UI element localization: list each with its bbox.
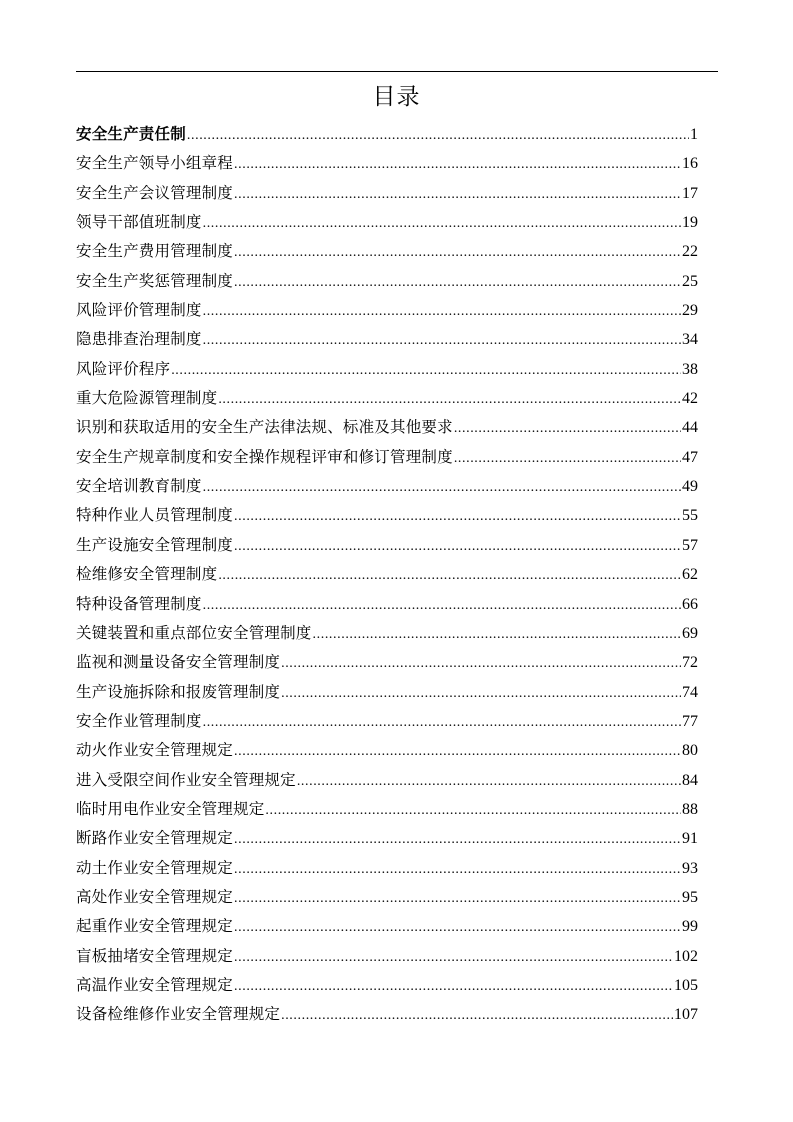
toc-entry-label: 高处作业安全管理规定: [76, 887, 234, 906]
toc-entry-page: 91: [682, 830, 698, 848]
toc-entry-page: 77: [682, 712, 698, 730]
toc-entry-page: 57: [682, 536, 698, 554]
toc-entry[interactable]: [76, 795, 698, 824]
toc-entry[interactable]: [76, 531, 698, 560]
toc-entry-label: 动火作业安全管理规定: [76, 741, 234, 760]
toc-entry-page: 49: [682, 478, 698, 496]
toc-entry[interactable]: [76, 443, 698, 472]
toc-entry-label: 安全作业管理制度: [76, 711, 202, 730]
toc-entry-page: 69: [682, 624, 698, 642]
toc-entry[interactable]: [76, 325, 698, 354]
toc-entry[interactable]: [76, 501, 698, 530]
toc-entry-label: 盲板抽堵安全管理规定: [76, 946, 234, 965]
toc-entry-label: 特种作业人员管理制度: [76, 506, 234, 525]
toc-entry-label: 安全生产奖惩管理制度: [76, 271, 234, 290]
toc-entry-label: 风险评价程序: [76, 359, 171, 378]
toc-entry-label: 安全生产责任制: [76, 125, 186, 143]
toc-entry-page: 80: [682, 742, 698, 760]
toc-entry[interactable]: [76, 355, 698, 384]
toc-entry-page: 34: [682, 331, 698, 349]
dot-leader: [234, 502, 681, 531]
toc-entry-label: 生产设施拆除和报废管理制度: [76, 682, 281, 701]
toc-entry-label: 高温作业安全管理规定: [76, 975, 234, 994]
toc-entry-label: 临时用电作业安全管理规定: [76, 799, 265, 818]
dot-leader: [234, 884, 681, 913]
toc-entry-page: 66: [682, 595, 698, 613]
dot-leader: [234, 825, 681, 854]
dot-leader: [234, 855, 681, 884]
toc-entry-page: 16: [682, 155, 698, 173]
dot-leader: [218, 385, 681, 414]
toc-entry-page: 47: [682, 448, 698, 466]
dot-leader: [171, 356, 681, 385]
toc-entry-page: 84: [682, 771, 698, 789]
toc-entry-label: 检维修安全管理制度: [76, 565, 218, 584]
toc-entry-label: 设备检维修作业安全管理规定: [76, 1005, 281, 1024]
toc-entry[interactable]: [76, 590, 698, 619]
toc-entry[interactable]: [76, 883, 698, 912]
toc-entry[interactable]: [76, 942, 698, 971]
dot-leader: [234, 913, 681, 942]
dot-leader: [297, 767, 681, 796]
toc-entry-page: 107: [674, 1006, 698, 1024]
dot-leader: [265, 796, 681, 825]
dot-leader: [203, 708, 681, 737]
toc-entry-label: 起重作业安全管理规定: [76, 917, 234, 936]
toc-entry-label: 隐患排查治理制度: [76, 330, 202, 349]
toc-entry[interactable]: [76, 619, 698, 648]
dot-leader: [234, 238, 681, 267]
toc-entry[interactable]: [76, 120, 698, 149]
toc-entry[interactable]: [76, 707, 698, 736]
toc-title: 目录: [372, 84, 421, 110]
toc-entry-label: 重大危险源管理制度: [76, 389, 218, 408]
dot-leader: [234, 943, 673, 972]
toc-entry[interactable]: [76, 678, 698, 707]
dot-leader: [313, 620, 681, 649]
dot-leader: [281, 1001, 673, 1030]
dot-leader: [454, 414, 681, 443]
toc-entry-page: 42: [682, 390, 698, 408]
toc-entry[interactable]: [76, 736, 698, 765]
dot-leader: [234, 532, 681, 561]
toc-entry[interactable]: [76, 384, 698, 413]
dot-leader: [454, 444, 681, 473]
dot-leader: [234, 150, 681, 179]
toc-entry-page: 1: [690, 126, 698, 143]
toc-entry-page: 25: [682, 272, 698, 290]
toc-entry[interactable]: [76, 560, 698, 589]
toc-entry[interactable]: [76, 912, 698, 941]
dot-leader: [203, 473, 681, 502]
toc-entry-page: 17: [682, 184, 698, 202]
toc-entry[interactable]: [76, 149, 698, 178]
dot-leader: [234, 180, 681, 209]
toc-entry[interactable]: [76, 1000, 698, 1029]
dot-leader: [187, 121, 689, 150]
toc-entry[interactable]: [76, 179, 698, 208]
dot-leader: [281, 679, 681, 708]
dot-leader: [203, 209, 681, 238]
toc-entry[interactable]: [76, 648, 698, 677]
toc-entry-label: 动土作业安全管理规定: [76, 858, 234, 877]
toc-entry-label: 安全生产费用管理制度: [76, 242, 234, 261]
toc-entry-page: 74: [682, 683, 698, 701]
toc-entry-label: 安全生产会议管理制度: [76, 183, 234, 202]
toc-entry-label: 断路作业安全管理规定: [76, 829, 234, 848]
toc-entry-page: 105: [674, 976, 698, 994]
dot-leader: [234, 972, 673, 1001]
toc-list: [76, 120, 698, 1030]
toc-entry-label: 安全生产规章制度和安全操作规程评审和修订管理制度: [76, 447, 453, 466]
dot-leader: [234, 737, 681, 766]
toc-entry[interactable]: [76, 971, 698, 1000]
toc-entry-page: 99: [682, 918, 698, 936]
toc-entry-page: 29: [682, 302, 698, 320]
header-rule: [76, 71, 718, 72]
toc-entry-label: 安全生产领导小组章程: [76, 154, 234, 173]
dot-leader: [234, 268, 681, 297]
toc-entry[interactable]: [76, 296, 698, 325]
dot-leader: [203, 326, 681, 355]
dot-leader: [203, 591, 681, 620]
toc-entry-page: 95: [682, 888, 698, 906]
toc-entry-page: 38: [682, 360, 698, 378]
toc-entry[interactable]: [76, 413, 698, 442]
toc-entry-page: 102: [674, 947, 698, 965]
toc-entry[interactable]: [76, 824, 698, 853]
toc-entry-label: 特种设备管理制度: [76, 594, 202, 613]
toc-entry-label: 识别和获取适用的安全生产法律法规、标准及其他要求: [76, 418, 453, 437]
dot-leader: [218, 561, 681, 590]
toc-entry-page: 19: [682, 214, 698, 232]
toc-entry-page: 55: [682, 507, 698, 525]
toc-entry-label: 风险评价管理制度: [76, 301, 202, 320]
toc-entry[interactable]: [76, 766, 698, 795]
toc-entry-label: 关键装置和重点部位安全管理制度: [76, 623, 312, 642]
toc-entry[interactable]: [76, 267, 698, 296]
toc-entry-label: 领导干部值班制度: [76, 213, 202, 232]
toc-entry-label: 安全培训教育制度: [76, 477, 202, 496]
toc-entry[interactable]: [76, 237, 698, 266]
toc-entry-label: 监视和测量设备安全管理制度: [76, 653, 281, 672]
toc-entry-page: 72: [682, 654, 698, 672]
toc-entry-page: 22: [682, 243, 698, 261]
toc-entry-page: 93: [682, 859, 698, 877]
dot-leader: [203, 297, 681, 326]
toc-entry-label: 生产设施安全管理制度: [76, 535, 234, 554]
toc-entry-page: 44: [682, 419, 698, 437]
toc-entry-label: 进入受限空间作业安全管理规定: [76, 770, 296, 789]
toc-entry-page: 88: [682, 800, 698, 818]
toc-entry[interactable]: [76, 472, 698, 501]
dot-leader: [281, 649, 681, 678]
toc-entry[interactable]: [76, 854, 698, 883]
toc-entry-page: 62: [682, 566, 698, 584]
toc-entry[interactable]: [76, 208, 698, 237]
